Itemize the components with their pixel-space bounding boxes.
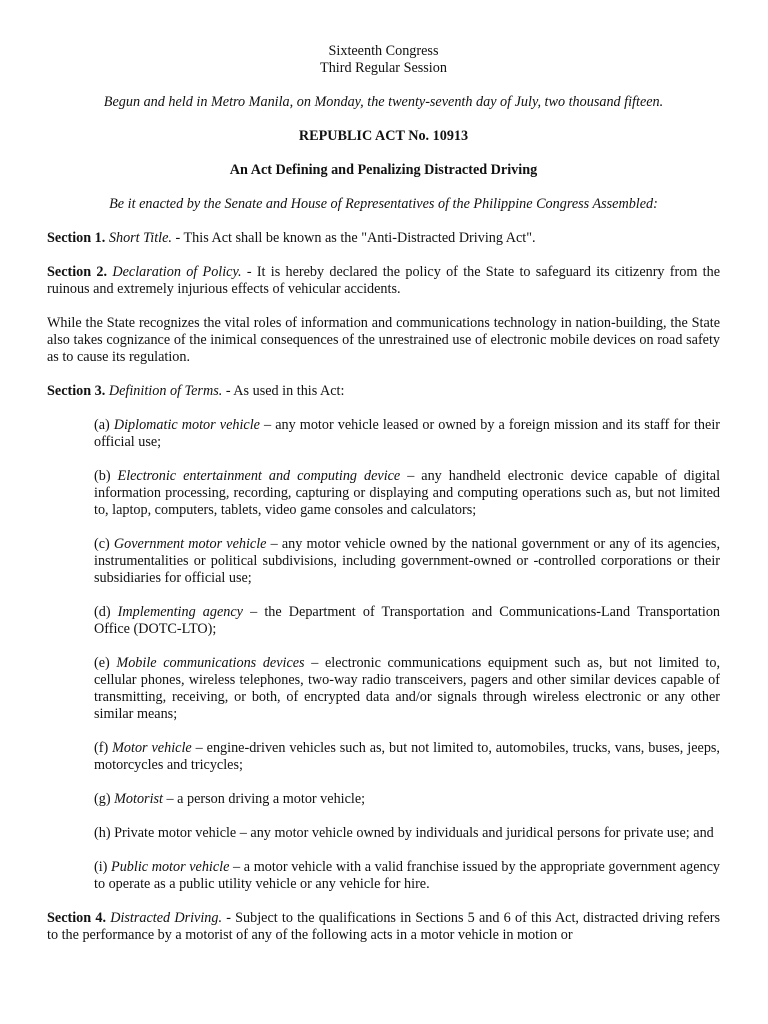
item-letter: (a): [94, 417, 114, 433]
item-term: Government motor vehicle: [113, 536, 267, 552]
section-text: - Subject to the qualifications in Sections 5 and 6 of this Act, distracted driving refers to the performance by a motorist of any of the following acts in a motor vehicle in motion or: [47, 910, 721, 943]
definition-item: [94, 655, 720, 723]
item-definition: Private motor vehicle – any motor vehicle owned by individuals and juridical persons for private use; and: [114, 825, 714, 841]
congress-line: Sixteenth Congress: [328, 43, 439, 59]
item-term: Public motor vehicle: [111, 859, 230, 875]
item-definition: – electronic communications equipment such as, but not limited to, cellular phones, wireless telephones, two-way radio transceivers, pagers and other similar devices capable of transmitting, receiving, or both, of encrypted data and/or signals through wireless electronic or any other similar means;: [94, 655, 721, 722]
item-term: Electronic entertainment and computing device: [117, 468, 401, 484]
section-label: Section 2.: [47, 264, 108, 280]
section-heading: Declaration of Policy.: [112, 264, 242, 280]
item-letter: (i): [94, 859, 112, 875]
item-term: Motor vehicle: [112, 740, 192, 756]
section-2-paragraph-2: While the State recognizes the vital roles of information and communications technology in nation-building, the State also takes cognizance of the inimical consequences of the unrestrained use of electronic mobile devices on road safety as to cause its regulation.: [47, 315, 720, 365]
definition-item: [94, 417, 720, 451]
section-3: [47, 383, 720, 400]
item-definition: – any handheld electronic device capable of digital information processing, recording, capturing or displaying and computing operations such as, but not limited to, laptop, computers, tablets, video game consoles and calculators;: [94, 468, 721, 518]
act-title: An Act Defining and Penalizing Distracted Driving: [229, 162, 538, 178]
item-definition: – a person driving a motor vehicle;: [162, 791, 366, 807]
item-letter: (c): [94, 536, 114, 552]
enacting-clause: Be it enacted by the Senate and House of Representatives of the Philippine Congress Assembled:: [109, 196, 658, 212]
item-letter: (d): [94, 604, 118, 620]
item-definition: – the Department of Transportation and Communications-Land Transportation Office (DOTC-LTO);: [94, 604, 721, 637]
item-letter: (e): [94, 655, 117, 671]
section-text: - This Act shall be known as the "Anti-Distracted Driving Act".: [171, 230, 536, 246]
item-definition: – engine-driven vehicles such as, but not limited to, automobiles, trucks, vans, buses, jeeps, motorcycles and tricycles;: [94, 740, 720, 773]
begun-line: Begun and held in Metro Manila, on Monday, the twenty-seventh day of July, two thousand fifteen.: [103, 94, 664, 110]
section-label: Section 3.: [47, 383, 106, 399]
section-text: - It is hereby declared the policy of the State to safeguard its citizenry from the ruinous and extremely injurious effects of vehicular accidents.: [47, 264, 721, 297]
item-definition: – any motor vehicle leased or owned by a foreign mission and its staff for their official use;: [94, 417, 720, 450]
definition-item: [94, 536, 720, 587]
session-line: Third Regular Session: [320, 60, 447, 76]
item-letter: (h): [94, 825, 115, 841]
section-text: - As used in this Act:: [222, 383, 345, 399]
definition-item: [94, 740, 720, 774]
section-label: Section 1.: [47, 230, 106, 246]
item-term: Mobile communications devices: [116, 655, 305, 671]
item-letter: (g): [94, 791, 115, 807]
item-letter: (b): [94, 468, 118, 484]
item-term: Motorist: [114, 791, 163, 807]
item-definition: – a motor vehicle with a valid franchise issued by the appropriate government agency to operate as a public utility vehicle or any vehicle for hire.: [94, 859, 720, 892]
definition-item: [94, 604, 720, 638]
section-1: [47, 230, 720, 247]
item-definition: – any motor vehicle owned by the national government or any of its agencies, instrumentalities or political subdivisions, including government-owned or -controlled corporations or their subsidiaries for official use;: [94, 536, 720, 586]
section-heading: Short Title.: [108, 230, 172, 246]
item-term: Implementing agency: [117, 604, 243, 620]
section-heading: Definition of Terms.: [108, 383, 223, 399]
definition-item: [94, 859, 720, 893]
section-label: Section 4.: [47, 910, 106, 926]
item-term: Diplomatic motor vehicle: [113, 417, 260, 433]
definition-item: [94, 791, 720, 808]
act-number: REPUBLIC ACT No. 10913: [298, 128, 469, 144]
section-heading: Distracted Driving.: [110, 910, 223, 926]
document-page: [47, 43, 720, 944]
definition-item: [94, 468, 720, 519]
definition-item: [94, 825, 720, 842]
section-4: [47, 910, 720, 944]
item-letter: (f): [94, 740, 113, 756]
section-2: [47, 264, 720, 298]
